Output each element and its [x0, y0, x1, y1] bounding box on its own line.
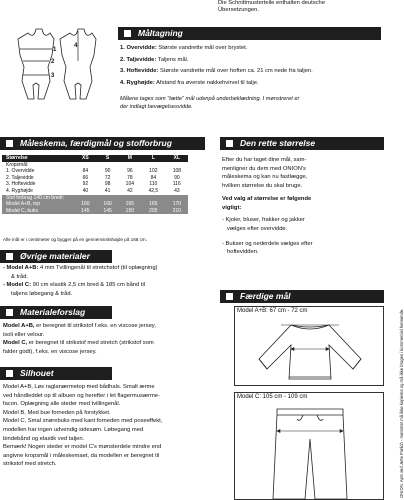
section-header-maleskema: [0, 137, 205, 150]
text-line: Bemærk! Nogen steder er model C's mønsterdele mindre end: [3, 444, 162, 451]
text-line: strikstof med stretch.: [3, 461, 57, 468]
table-row: Model A+B, top 160 160 165 165 170: [2, 201, 188, 208]
table-row: 3. Hoftevidde 92 98 104 110 116: [6, 181, 181, 188]
column-header: L: [141, 155, 166, 162]
text-line: modellen har ingen udvendig sidesøm. Løbegang med: [3, 426, 144, 433]
table-row: Model C, buks 145 145 150 205 210: [2, 208, 188, 215]
table-row: [2, 195, 188, 202]
note-line: Målene tages som "tætte" mål udenpå underbeklædning. I mønstreret er: [120, 96, 300, 102]
measure-item: 3. Hoftevidde: Største vandrette mål over hoften ca. 21 cm nede fra taljen.: [120, 68, 313, 74]
section-header-forslag: [0, 306, 112, 319]
table-section-label: Stof forbrug 140 cm bredt:: [2, 195, 188, 202]
table-footnote: Alle mål er i centimeter og bygger på en gennemsnitshøjde på 168 cm.: [3, 237, 148, 242]
intro-line: Die Schnittmusterteile enthalten deutsche: [218, 0, 325, 6]
figure-number: 2: [51, 59, 55, 65]
text-line: angivne kropsmål i måleskemaet, da modellen er beregnet til: [3, 452, 160, 459]
section-header-silhouet: [0, 367, 112, 380]
header-label: Silhouet: [20, 368, 54, 378]
body-measurement-figure: [8, 25, 114, 125]
intro-text: [218, 0, 325, 14]
figure-number: 4: [74, 43, 78, 49]
measure-list: [120, 43, 390, 89]
square-icon: [6, 370, 13, 377]
header-label: Måltagning: [138, 28, 183, 38]
column-header: Størrelse: [2, 155, 74, 162]
table-row: 4. Ryghøjde 40 41 42 42,5 43: [6, 187, 180, 194]
header-label: Øvrige materialer: [20, 251, 90, 261]
measure-item: 1. Overvidde: Største vandrette mål over brystet.: [120, 45, 248, 51]
column-header: XL: [166, 155, 188, 162]
note-line: der indlagt bevægelsesvidde.: [120, 103, 193, 110]
measure-item: 2. Taljevidde: Taljens mål.: [120, 56, 189, 63]
silhouette-text: [3, 383, 215, 469]
text-line: ved håndleddet op til albuen og herefter i let flagermusærme-: [3, 392, 160, 399]
table-section-label: Kropsmål:: [6, 161, 29, 168]
section-header-materialer: [0, 250, 112, 263]
section-header-faerdige: [220, 290, 384, 303]
size-table: [2, 155, 188, 214]
model-c-frame: [234, 392, 384, 500]
side-copyright: [392, 280, 404, 500]
square-icon: [6, 309, 13, 316]
section-header-rette: [220, 137, 384, 150]
right-size-text: Efter du har taget dine mål, sam- menligner du dem med ONION's måleskema og kan nu fastlægge, hvilken størrelse du skal bruge. Ved valg af størrelse er følgende vigtigt: - Kjoler, bluser, frakker og jakker vælges efter overvidde. - Bukser og nederdele vælges efter hoftevidden.: [222, 157, 313, 256]
figure-number: 1: [53, 47, 57, 53]
square-icon: [226, 293, 233, 300]
column-header: XS: [74, 155, 96, 162]
header-label: Færdige mål: [240, 291, 291, 301]
square-icon: [6, 253, 13, 260]
trousers-flat-drawing: [255, 405, 365, 499]
measure-note: [120, 96, 390, 111]
text-line: facon. Oplægning alle steder med tvillingenål.: [3, 401, 121, 408]
table-row: [2, 162, 188, 169]
text-line: bindebånd og elastik ved taljen.: [3, 435, 85, 442]
header-label: Materialeforslag: [20, 307, 86, 317]
intro-line: Übersetzungen.: [218, 7, 259, 14]
materials-list: - Model A+B: 4 mm Tvillingenål til stretchstof (til oplægning) & tråd. - Model C: 90 cm elastik 2,5 cm bred & 185 cm bånd til taljens løbegang & tråd.: [3, 265, 158, 297]
side-copyright-text: ONION. ApS ved Jette Frølich - mønstret må ikke kopieres og må ikke bruges i kommerciel hensende.: [399, 308, 404, 498]
column-header: M: [119, 155, 141, 162]
text-line: Model B, Med bue forneden på forstykket.: [3, 409, 111, 416]
model-ab-frame: [234, 306, 384, 386]
model-c-label: Model C: 105 cm - 109 cm: [237, 394, 308, 400]
figure-number: 3: [51, 73, 55, 79]
model-ab-label: Model A+B: 67 cm - 72 cm: [237, 308, 308, 314]
fabric-suggestion: Model A+B, er beregnet til strikstof f.eks. en viscose jersey, isoli eller velour. Model C, er beregnet til strikstof med stretch (strikstof som falder godt), f.eks. en viscose jersey.: [3, 323, 156, 355]
header-label: Den rette størrelse: [240, 138, 316, 148]
table-row: 1. Overvidde 84 90 96 102 108: [6, 168, 182, 175]
table-row: 2. Taljevidde 66 72 78 84 90: [6, 174, 180, 181]
square-icon: [124, 30, 131, 37]
measure-item: 4. Ryghøjde: Afstand fra øverste nakkehvirvel til talje.: [120, 79, 259, 86]
text-line: Model C, Smal snørebuks med kant forneden med poseeffekt,: [3, 418, 163, 425]
square-icon: [6, 140, 13, 147]
table-header-row: [2, 155, 188, 162]
square-icon: [226, 140, 233, 147]
header-label: Måleskema, færdigmål og stofforbrug: [20, 138, 172, 148]
top-flat-drawing: [243, 319, 377, 383]
section-header-maaltagning: [118, 27, 381, 40]
column-header: S: [96, 155, 118, 162]
text-line: Model A+B, Løs raglanærmetop med bådhals. Smalt ærme: [3, 384, 155, 390]
